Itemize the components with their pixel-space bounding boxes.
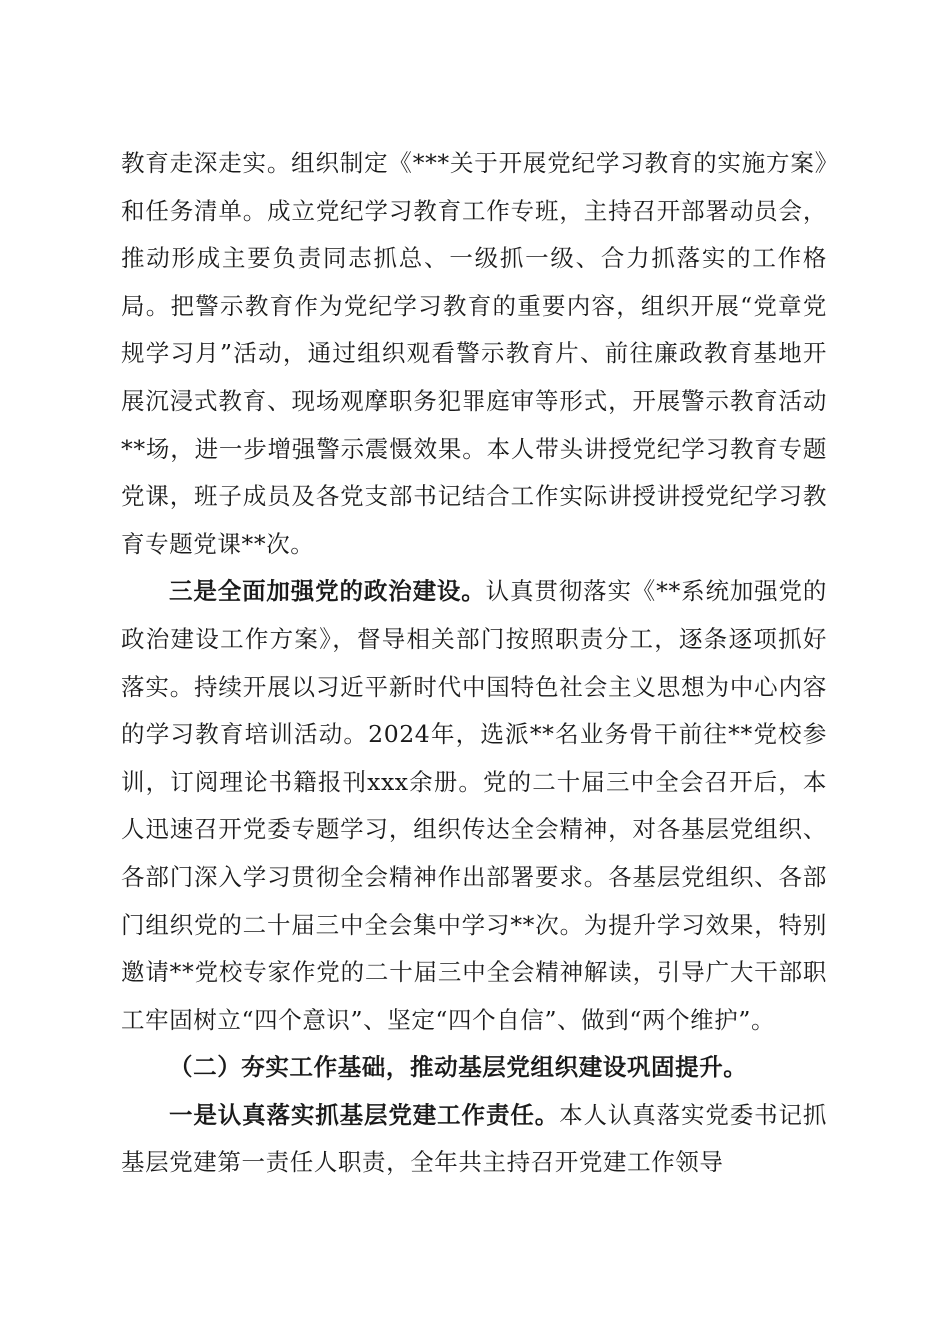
paragraph-lead: 三是全面加强党的政治建设。 [169,577,486,606]
section-heading: （二）夯实工作基础，推动基层党组织建设巩固提升。 [169,1053,748,1082]
document-body [121,140,827,1187]
paragraph-lead: 一是认真落实抓基层党建工作责任。 [169,1100,560,1129]
paragraph-text: 教育走深走实。组织制定《***关于开展党纪学习教育的实施方案》和任务清单。成立党纪学习教育工作专班，主持召开部署动员会，推动形成主要负责同志抓总、一级抓一级、合力抓落实的工作格局。把警示教育作为党纪学习教育的重要内容，组织开展“党章党规学习月”活动，通过组织观看警示教育片、前往廉政教育基地开展沉浸式教育、现场观摩职务犯罪庭审等形式，开展警示教育活动**场，进一步增强警示震慑效果。本人带头讲授党纪学习教育专题党课，班子成员及各党支部书记结合工作实际讲授讲授党纪学习教育专题党课**次。 [121,149,827,558]
paragraph-grassroots-responsibility [121,1092,827,1187]
paragraph-continuation [121,140,827,568]
paragraph-political-building [121,568,827,1044]
paragraph-text: 认真贯彻落实《**系统加强党的政治建设工作方案》，督导相关部门按照职责分工，逐条逐项抓好落实。持续开展以习近平新时代中国特色社会主义思想为中心内容的学习教育培训活动。2024年，选派**名业务骨干前往**党校参训，订阅理论书籍报刊xxx余册。党的二十届三中全会召开后，本人迅速召开党委专题学习，组织传达全会精神，对各基层党组织、各部门深入学习贯彻全会精神作出部署要求。各基层党组织、各部门组织党的二十届三中全会集中学习**次。为提升学习效果，特别邀请**党校专家作党的二十届三中全会精神解读，引导广大干部职工牢固树立“四个意识”、坚定“四个自信”、做到“两个维护”。 [121,577,827,1034]
paragraph-text: 本人认真落实党委书记抓基层党建第一责任人职责，全年共主持召开党建工作领导 [121,1100,827,1177]
